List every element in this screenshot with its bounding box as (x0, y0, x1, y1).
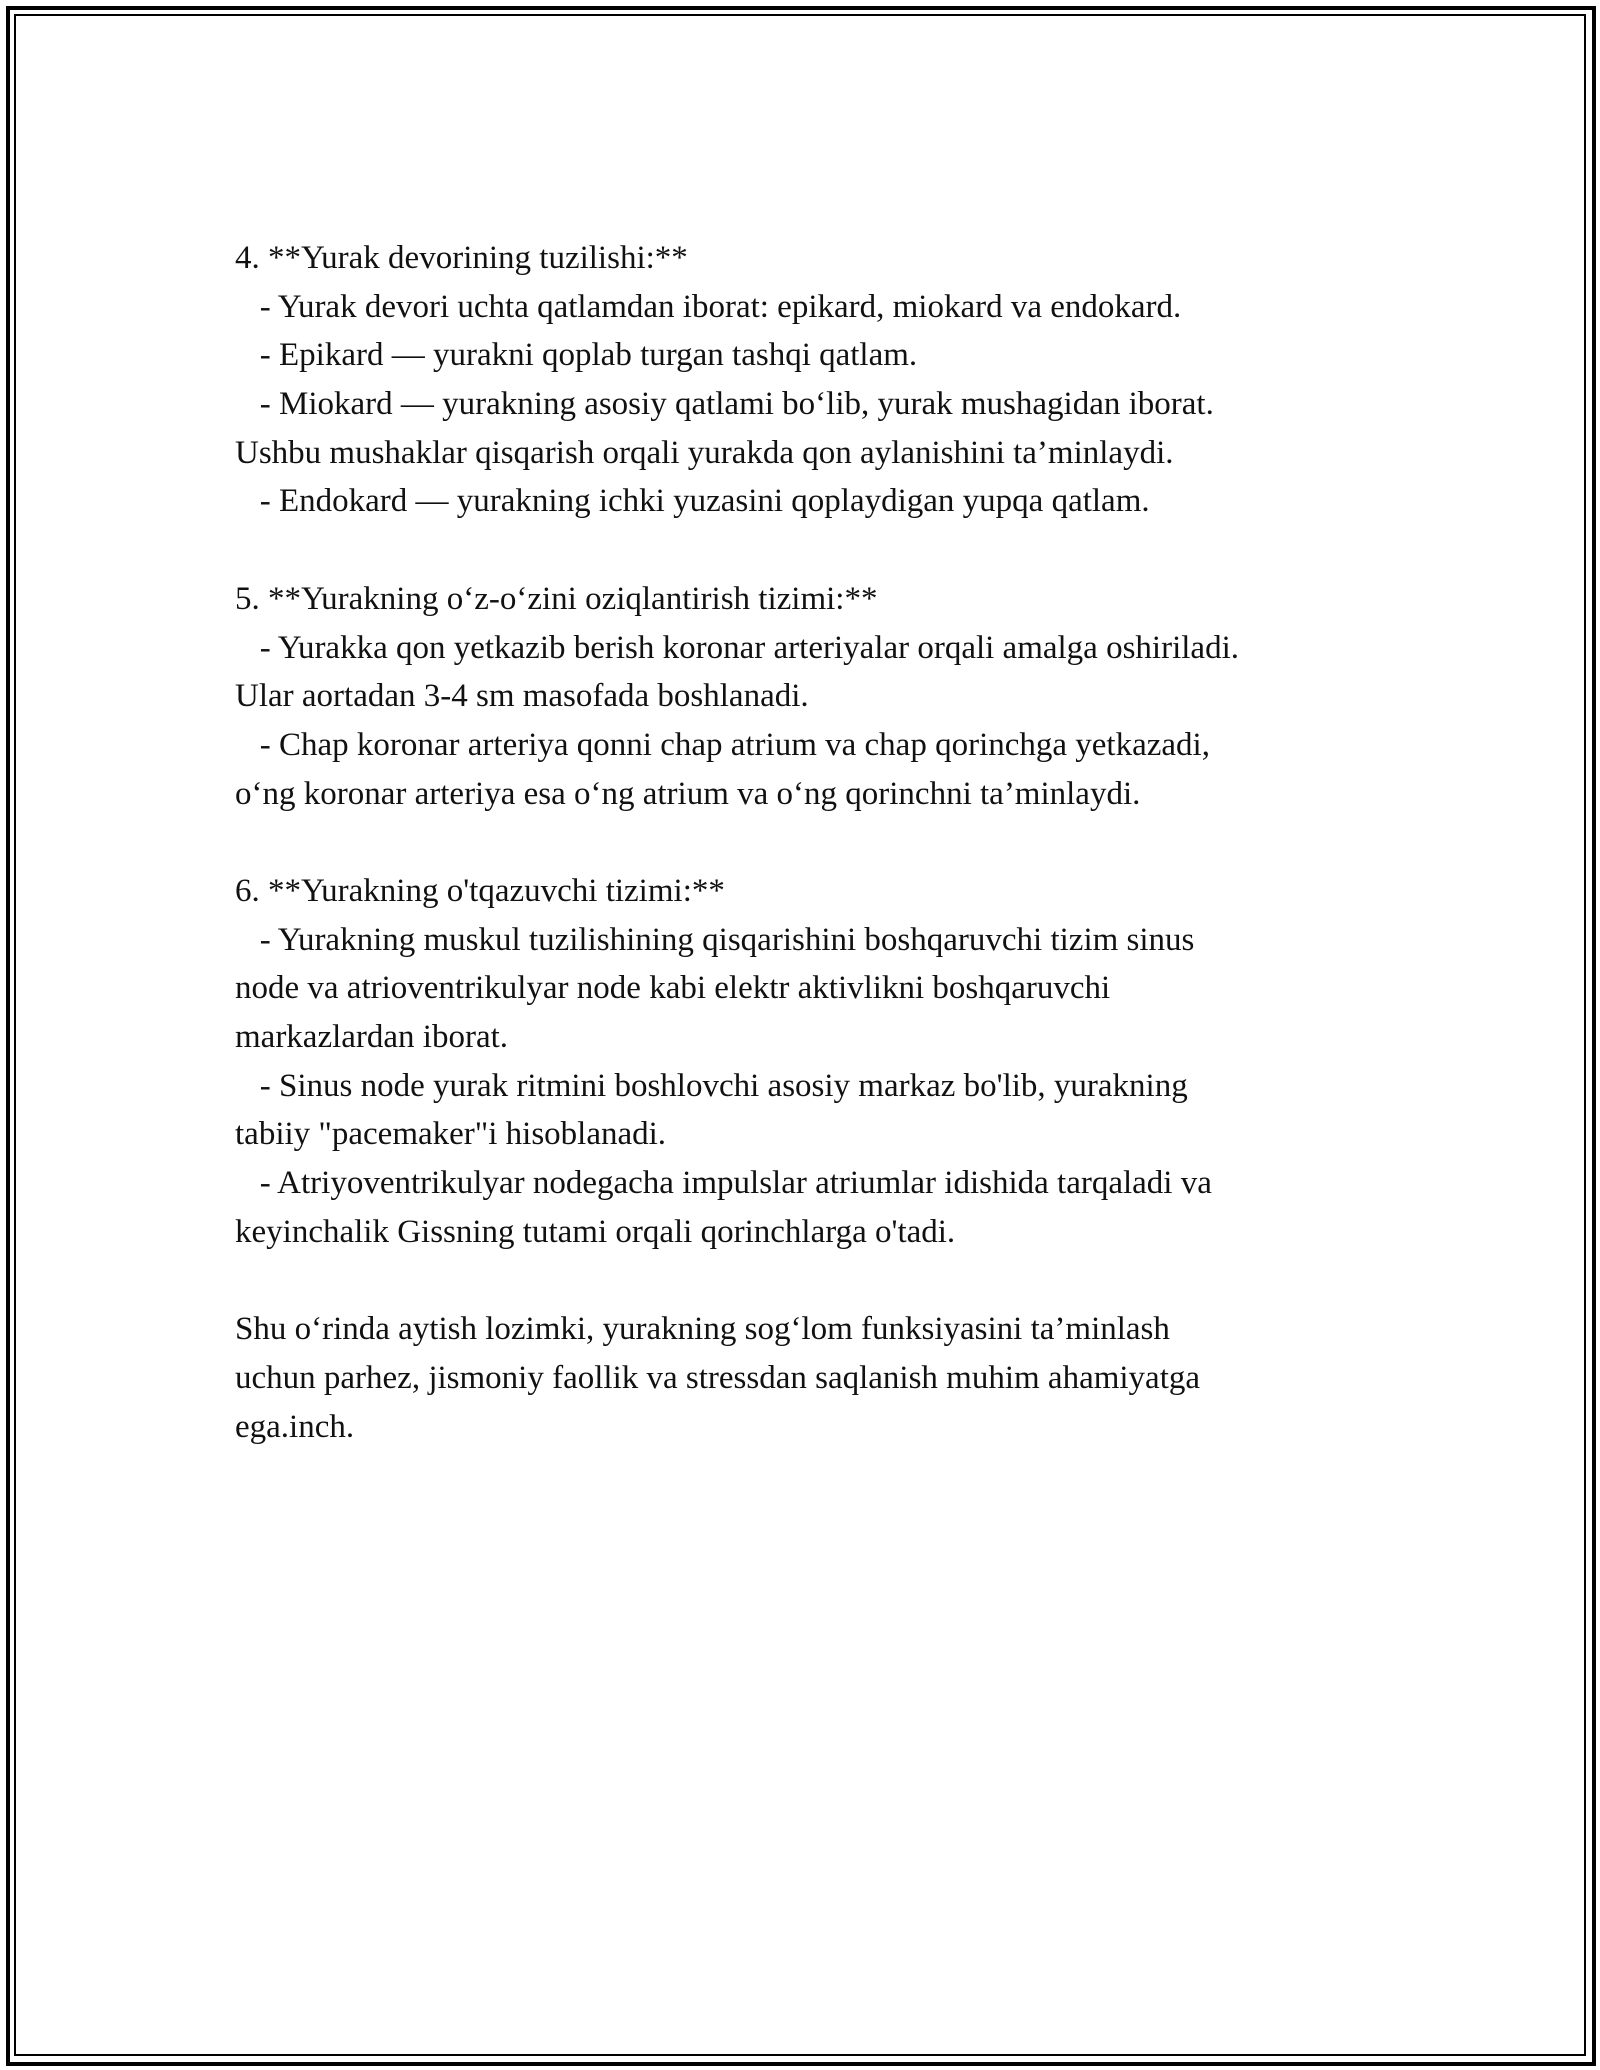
text-line: - Epikard — yurakni qoplab turgan tashqi qatlam. (235, 337, 918, 374)
section-self-nutrition (235, 575, 1385, 818)
text-line: uchun parhez, jismoniy faollik va stressdan saqlanish muhim ahamiyatga (235, 1359, 1201, 1396)
text-line: ega.inch. (235, 1408, 355, 1445)
section-wall-structure (235, 234, 1385, 526)
text-line: Shu o‘rinda aytish lozimki, yurakning sog‘lom funksiyasini ta’minlash (235, 1311, 1170, 1348)
paragraph-gap (235, 526, 1385, 575)
text-line: keyinchalik Gissning tutami orqali qorinchlarga o'tadi. (235, 1213, 956, 1250)
section-conduction-system (235, 867, 1385, 1257)
text-line: - Endokard — yurakning ichki yuzasini qoplaydigan yupqa qatlam. (235, 483, 1150, 520)
text-line: - Atriyoventrikulyar nodegacha impulslar atriumlar idishida tarqaladi va (235, 1165, 1212, 1202)
text-line: tabiiy "pacemaker"i hisoblanadi. (235, 1116, 667, 1153)
text-line: - Miokard — yurakning asosiy qatlami bo‘lib, yurak mushagidan iborat. (235, 386, 1214, 423)
section-heading: 6. **Yurakning o'tqazuvchi tizimi:** (235, 872, 725, 909)
text-line: o‘ng koronar arteriya esa o‘ng atrium va o‘ng qorinchni ta’minlaydi. (235, 775, 1141, 812)
text-line: - Yurak devori uchta qatlamdan iborat: epikard, miokard va endokard. (235, 288, 1182, 325)
text-line: markazlardan iborat. (235, 1019, 509, 1055)
text-line: - Yurakning muskul tuzilishining qisqarishini boshqaruvchi tizim sinus (235, 921, 1195, 958)
text-line: Ushbu mushaklar qisqarish orqali yurakda qon aylanishini ta’minlaydi. (235, 434, 1174, 471)
section-heading: 5. **Yurakning o‘z-o‘zini oziqlantirish tizimi:** (235, 580, 878, 617)
text-line: - Sinus node yurak ritmini boshlovchi asosiy markaz bo'lib, yurakning (235, 1067, 1188, 1104)
document-body (235, 234, 1385, 1451)
paragraph-gap (235, 1256, 1385, 1305)
text-line: - Yurakka qon yetkazib berish koronar arteriyalar orqali amalga oshiriladi. (235, 629, 1239, 666)
section-heading: 4. **Yurak devorining tuzilishi:** (235, 240, 688, 276)
text-line: node va atrioventrikulyar node kabi elektr aktivlikni boshqaruvchi (235, 970, 1111, 1007)
text-line: Ular aortadan 3-4 sm masofada boshlanadi. (235, 678, 809, 715)
text-line: - Chap koronar arteriya qonni chap atrium va chap qorinchga yetkazadi, (235, 726, 1210, 763)
section-conclusion (235, 1305, 1385, 1451)
paragraph-gap (235, 818, 1385, 867)
